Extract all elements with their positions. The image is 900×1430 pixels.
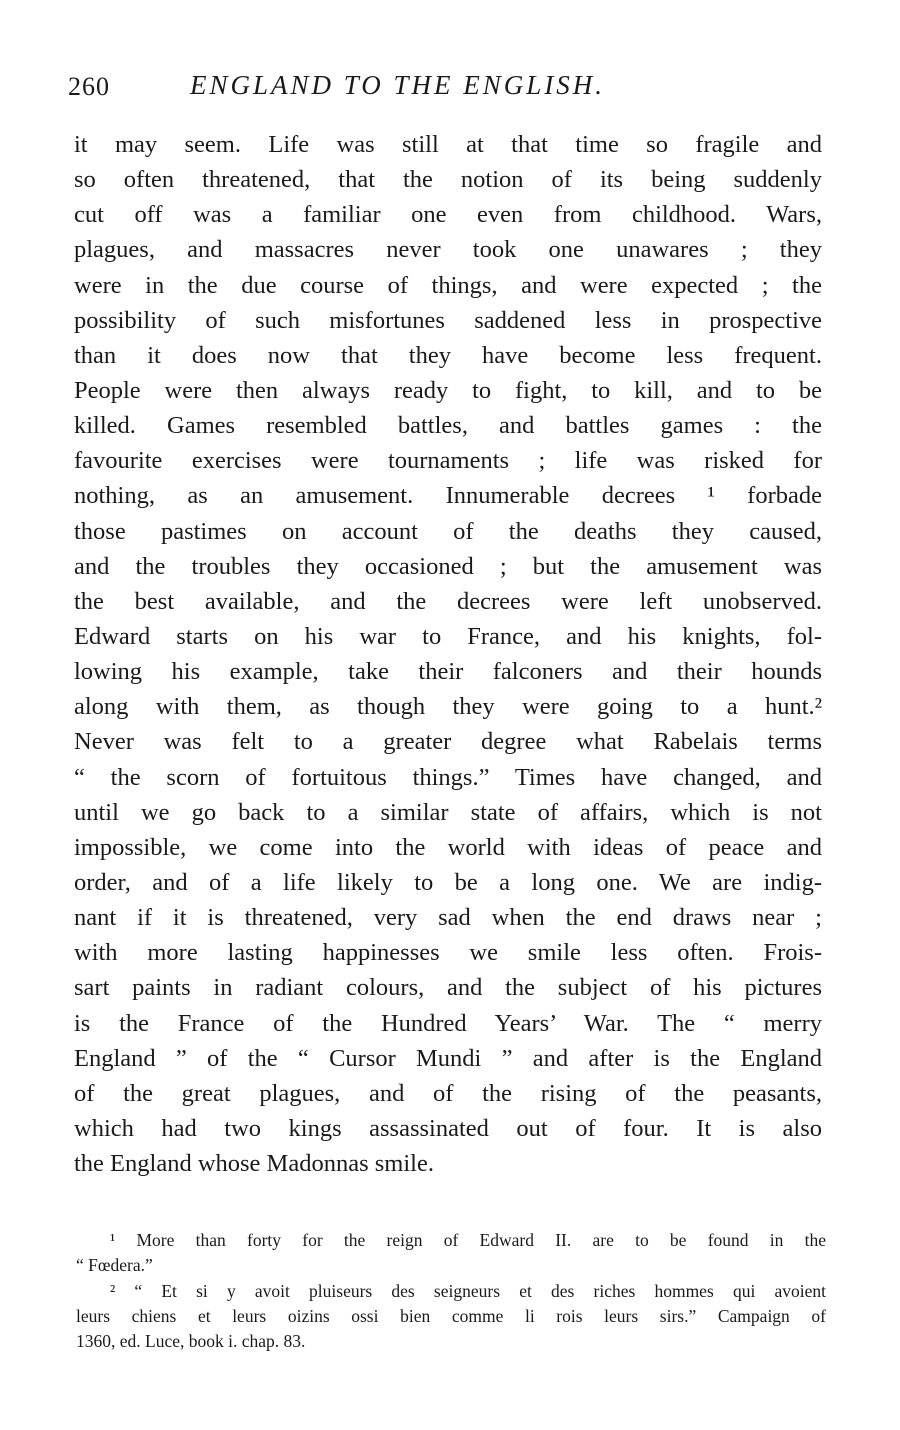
running-title: ENGLAND TO THE ENGLISH. <box>190 70 606 100</box>
text-line: favourite exercises were tournaments ; life was risked for <box>74 447 822 475</box>
text-line: killed. Games resembled battles, and battles games : the <box>74 412 822 440</box>
text-line: possibility of such misfortunes saddened less in prospective <box>74 306 822 334</box>
footnote-2-line: ² “ Et si y avoit pluiseurs des seigneurs et des riches hommes qui avoient <box>110 1280 826 1301</box>
text-line: than it does now that they have become less frequent. <box>74 341 822 369</box>
footnotes <box>76 1228 826 1354</box>
text-line: sart paints in radiant colours, and the subject of his pictures <box>74 974 822 1002</box>
footnote-1-line: ¹ More than forty for the reign of Edward II. are to be found in the <box>110 1230 826 1250</box>
text-line: with more lasting happinesses we smile less often. Frois- <box>74 939 822 967</box>
text-line: it may seem. Life was still at that time so fragile and <box>74 131 822 158</box>
text-line: of the great plagues, and of the rising of the peasants, <box>74 1079 822 1107</box>
text-line: People were then always ready to fight, to kill, and to be <box>74 376 822 404</box>
text-line: along with them, as though they were going to a hunt.² <box>74 693 822 721</box>
text-line: the best available, and the decrees were left unobserved. <box>74 587 822 615</box>
footnote-2-line: leurs chiens et leurs oizins ossi bien comme li rois leurs sirs.” Campaign of <box>76 1305 826 1326</box>
text-line: Edward starts on his war to France, and his knights, fol- <box>74 622 822 650</box>
text-line: is the France of the Hundred Years’ War. The “ merry <box>74 1009 822 1037</box>
text-line: so often threatened, that the notion of its being suddenly <box>74 166 822 194</box>
text-line: until we go back to a similar state of affairs, which is not <box>74 798 822 826</box>
text-line: the England whose Madonnas smile. <box>74 1150 434 1178</box>
text-line: were in the due course of things, and were expected ; the <box>74 271 822 299</box>
text-line: those pastimes on account of the deaths they caused, <box>74 517 822 545</box>
page-header <box>68 68 828 108</box>
text-line: nant if it is threatened, very sad when the end draws near ; <box>74 904 822 932</box>
body-text <box>74 127 822 1181</box>
text-line: “ the scorn of fortuitous things.” Times have changed, and <box>74 763 822 791</box>
text-line: which had two kings assassinated out of four. It is also <box>74 1114 822 1142</box>
footnote-2-line: 1360, ed. Luce, book i. chap. 83. <box>76 1331 306 1352</box>
text-line: impossible, we come into the world with ideas of peace and <box>74 833 822 861</box>
text-line: and the troubles they occasioned ; but the amusement was <box>74 552 822 580</box>
text-line: cut off was a familiar one even from childhood. Wars, <box>74 201 822 229</box>
page-number: 260 <box>68 72 110 101</box>
text-line: order, and of a life likely to be a long one. We are indig- <box>74 868 822 896</box>
text-line: England ” of the “ Cursor Mundi ” and after is the England <box>74 1044 822 1072</box>
text-line: lowing his example, take their falconers and their hounds <box>74 658 822 686</box>
text-line: nothing, as an amusement. Innumerable decrees ¹ forbade <box>74 482 822 510</box>
text-line: Never was felt to a greater degree what Rabelais terms <box>74 728 822 756</box>
footnote-1-line: “ Fœdera.” <box>76 1255 153 1276</box>
text-line: plagues, and massacres never took one unawares ; they <box>74 236 822 264</box>
